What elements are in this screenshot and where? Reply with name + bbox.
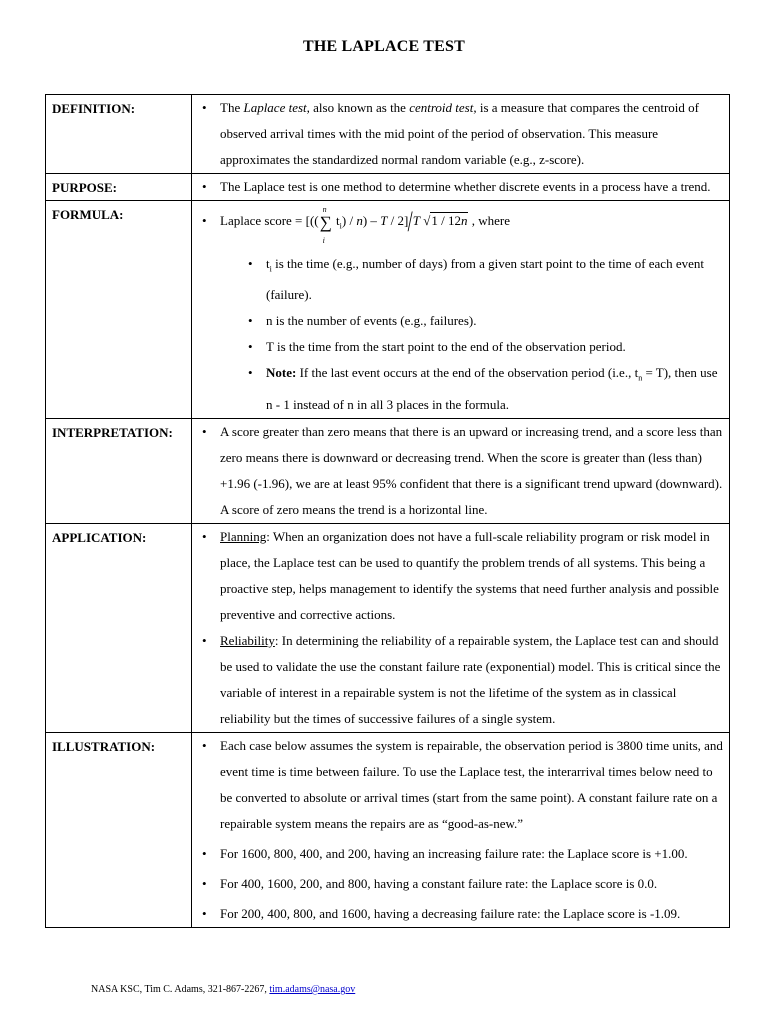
application-reliability: • Reliability: In determining the reliability of a repairable system, the Laplace test can and should be used to validate the use the constant failure rate (exponential) model. This is critical since the variable of interest in a repairable system is not the lifetime of the system as in classical reliability but the times of successive failures of a single system.	[200, 628, 723, 732]
illustration-constant: • For 400, 1600, 200, and 800, having a constant failure rate: the Laplace score is 0.0.	[200, 871, 723, 897]
application-label: APPLICATION:	[46, 523, 192, 732]
definition-text: • The Laplace test, also known as the centroid test, is a measure that compares the centroid of observed arrival times with the mid point of the period of observation. This measure approximates the standardized normal random variable (e.g., z-score).	[200, 95, 723, 173]
illustration-increasing: • For 1600, 800, 400, and 200, having an increasing failure rate: the Laplace score is +1.00.	[200, 841, 723, 867]
sigma-symbol: ∑ n i	[319, 205, 332, 245]
illustration-intro: • Each case below assumes the system is repairable, the observation period is 3800 time units, and event time is time between failure. To use the Laplace test, the interarrival times below need to be converted to absolute or arrival times (start from the same point). A constant failure rate on a repairable system means the repairs are as “good-as-new.”	[200, 733, 723, 837]
formula-note: • Note: If the last event occurs at the end of the observation period (i.e., $t_n = T$), then use n - 1 instead of n in all 3 places in the formula.	[200, 360, 723, 418]
formula-n-def: • n is the number of events (e.g., failures).	[200, 308, 723, 334]
purpose-text: • The Laplace test is one method to determine whether discrete events in a process have a trend.	[200, 174, 723, 200]
illustration-content	[192, 732, 730, 927]
formula-expression: • Laplace score = [((∑ n i $t_i) / n$) – T / 2]/T √1 / 12n , where	[200, 201, 723, 247]
formula-content	[192, 201, 730, 419]
formula-t-def: • T is the time from the start point to the end of the observation period.	[200, 334, 723, 360]
definition-label: DEFINITION:	[46, 95, 192, 174]
interpretation-label: INTERPRETATION:	[46, 418, 192, 523]
illustration-label: ILLUSTRATION:	[46, 732, 192, 927]
page-title: THE LAPLACE TEST	[302, 38, 466, 55]
row-interpretation	[46, 418, 730, 523]
laplace-test-term: Laplace test,	[243, 100, 310, 115]
application-planning: • Planning: When an organization does not have a full-scale reliability program or risk model in place, the Laplace test can be used to quantify the problem trends of all systems. This being a proactive step, helps management to identify the systems that need further analysis and possible preventive and corrective actions.	[200, 524, 723, 628]
interpretation-text: • A score greater than zero means that there is an upward or increasing trend, and a score less than zero means there is downward or decreasing trend. When the score is greater than (less than) +1.96 (-1.96), we are at least 95% confident that there is a significant trend upward (downward). A score of zero means the trend is a horizontal line.	[200, 419, 723, 523]
purpose-content	[192, 174, 730, 201]
purpose-label: PURPOSE:	[46, 174, 192, 201]
footer	[91, 984, 355, 995]
row-purpose	[46, 174, 730, 201]
definition-content	[192, 95, 730, 174]
formula-ti-def: • $t_i$ is the time (e.g., number of days) from a given start point to the time of each event (failure).	[200, 251, 723, 309]
row-illustration	[46, 732, 730, 927]
row-application	[46, 523, 730, 732]
interpretation-content	[192, 418, 730, 523]
centroid-test-term: centroid test,	[409, 100, 477, 115]
footer-email-link[interactable]: tim.adams@nasa.gov	[269, 984, 356, 995]
row-formula	[46, 201, 730, 419]
laplace-table	[45, 94, 730, 928]
row-definition	[46, 95, 730, 174]
application-content	[192, 523, 730, 732]
footer-text: NASA KSC, Tim C. Adams, 321-867-2267,	[91, 984, 270, 995]
formula-label: FORMULA:	[46, 201, 192, 419]
illustration-decreasing: • For 200, 400, 800, and 1600, having a decreasing failure rate: the Laplace score is -1.09.	[200, 901, 723, 927]
